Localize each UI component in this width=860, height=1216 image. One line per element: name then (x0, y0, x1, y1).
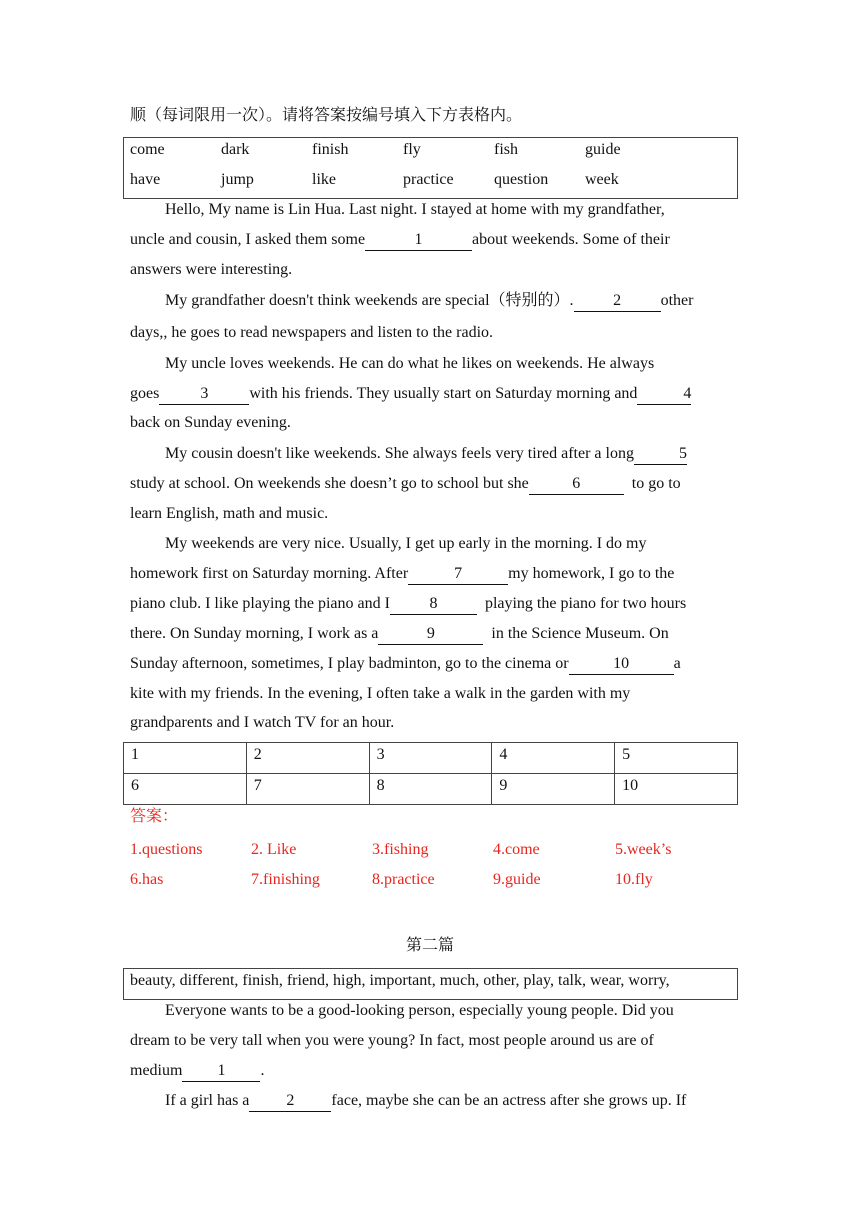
answer-cell[interactable]: 5 (615, 743, 738, 774)
text-run: My grandfather doesn't think weekends are special（特别的）. (165, 292, 574, 309)
blank-8[interactable]: 8 (390, 595, 477, 615)
answer-cell[interactable]: 2 (246, 743, 369, 774)
answer-item: 4.come (493, 841, 540, 858)
answer-cell[interactable]: 4 (492, 743, 615, 774)
text-run: a (673, 655, 681, 672)
text-run: If a girl has a (165, 1092, 250, 1109)
text-run: to go to (631, 475, 681, 492)
answer-item: 5.week’s (615, 841, 672, 858)
blank-2[interactable]: 2 (574, 292, 661, 312)
text-run: piano club. I like playing the piano and I (130, 595, 390, 612)
passage-line: Hello, My name is Lin Hua. Last night. I stayed at home with my grandfather, (165, 201, 665, 218)
answer-cell[interactable]: 8 (369, 774, 492, 805)
passage-line: dream to be very tall when you were young? In fact, most people around us are of (130, 1032, 654, 1049)
word-bank-word: week (585, 171, 619, 188)
text-run: study at school. On weekends she doesn’t go to school but she (130, 475, 529, 492)
word-bank-word: have (130, 171, 161, 188)
blank-7[interactable]: 7 (408, 565, 508, 585)
blank-p2-1[interactable]: 1 (182, 1062, 260, 1082)
text-run: goes (130, 385, 160, 402)
answer-item: 9.guide (493, 871, 541, 888)
answer-cell[interactable]: 1 (124, 743, 247, 774)
text-run: . (260, 1062, 265, 1079)
word-bank-word: like (312, 171, 336, 188)
passage-line (130, 384, 691, 405)
text-run: playing the piano for two hours (484, 595, 687, 612)
text-run: in the Science Museum. On (491, 625, 669, 642)
passage-line (165, 291, 693, 312)
passage-line (130, 594, 686, 615)
blank-10[interactable]: 10 (569, 655, 674, 675)
text-run: My cousin doesn't like weekends. She always feels very tired after a long (165, 445, 634, 462)
answer-item: 2. Like (251, 841, 297, 858)
text-run: Sunday afternoon, sometimes, I play badminton, go to the cinema or (130, 655, 569, 672)
text-run: with his friends. They usually start on Saturday morning and (249, 385, 638, 402)
text-run: about weekends. Some of their (472, 231, 670, 248)
blank-9[interactable]: 9 (378, 625, 483, 645)
answer-item: 1.questions (130, 841, 203, 858)
passage-line: answers were interesting. (130, 261, 293, 278)
text-run: face, maybe she can be an actress after she grows up. If (331, 1092, 687, 1109)
text-run: medium (130, 1062, 183, 1079)
answer-item: 6.has (130, 871, 164, 888)
answer-grid (123, 742, 738, 805)
text-run: my homework, I go to the (508, 565, 675, 582)
answer-cell[interactable]: 7 (246, 774, 369, 805)
answer-item: 3.fishing (372, 841, 429, 858)
passage-line (130, 230, 670, 251)
passage-line (165, 444, 687, 465)
passage-line (165, 1091, 686, 1112)
answer-item: 7.finishing (251, 871, 320, 888)
word-bank-word: guide (585, 141, 621, 158)
passage-line (130, 624, 669, 645)
blank-6[interactable]: 6 (529, 475, 624, 495)
word-bank-word: question (494, 171, 549, 188)
passage-line (130, 474, 681, 495)
passage-line: back on Sunday evening. (130, 414, 291, 431)
passage-line: kite with my friends. In the evening, I often take a walk in the garden with my (130, 685, 631, 702)
passage-line (130, 564, 674, 585)
section-title: 第二篇 (405, 937, 454, 954)
word-bank-word: jump (221, 171, 254, 188)
blank-p2-2[interactable]: 2 (249, 1092, 331, 1112)
passage-line: Everyone wants to be a good-looking person, especially young people. Did you (165, 1002, 674, 1019)
word-bank-word: fish (494, 141, 518, 158)
blank-3[interactable]: 3 (159, 385, 249, 405)
table-row (124, 743, 738, 774)
blank-4[interactable]: 4 (637, 385, 691, 405)
word-bank-word: dark (221, 141, 250, 158)
text-run: there. On Sunday morning, I work as a (130, 625, 379, 642)
passage-line (130, 654, 681, 675)
passage-line (130, 1061, 264, 1082)
text-run: other (660, 292, 694, 309)
answer-item: 8.practice (372, 871, 435, 888)
blank-1[interactable]: 1 (365, 231, 472, 251)
answer-cell[interactable]: 10 (615, 774, 738, 805)
answers-label: 答案： (130, 808, 179, 825)
passage-line: My weekends are very nice. Usually, I get up early in the morning. I do my (165, 535, 647, 552)
table-row (124, 774, 738, 805)
passage-line: days,, he goes to read newspapers and listen to the radio. (130, 324, 494, 341)
answer-cell[interactable]: 9 (492, 774, 615, 805)
word-bank-word: come (130, 141, 165, 158)
word-bank-2-text: beauty, different, finish, friend, high, important, much, other, play, talk, wear, worry, (130, 972, 670, 989)
passage-line: grandparents and I watch TV for an hour. (130, 714, 395, 731)
passage-line: learn English, math and music. (130, 505, 329, 522)
instruction-text: 顺（每词限用一次）。请将答案按编号填入下方表格内。 (130, 107, 523, 124)
word-bank-word: practice (403, 171, 454, 188)
answer-cell[interactable]: 3 (369, 743, 492, 774)
text-run: homework first on Saturday morning. After (130, 565, 409, 582)
word-bank-word: fly (403, 141, 421, 158)
blank-5[interactable]: 5 (634, 445, 687, 465)
answer-item: 10.fly (615, 871, 653, 888)
text-run: uncle and cousin, I asked them some (130, 231, 366, 248)
word-bank-word: finish (312, 141, 349, 158)
passage-line: My uncle loves weekends. He can do what he likes on weekends. He always (165, 355, 655, 372)
answer-cell[interactable]: 6 (124, 774, 247, 805)
